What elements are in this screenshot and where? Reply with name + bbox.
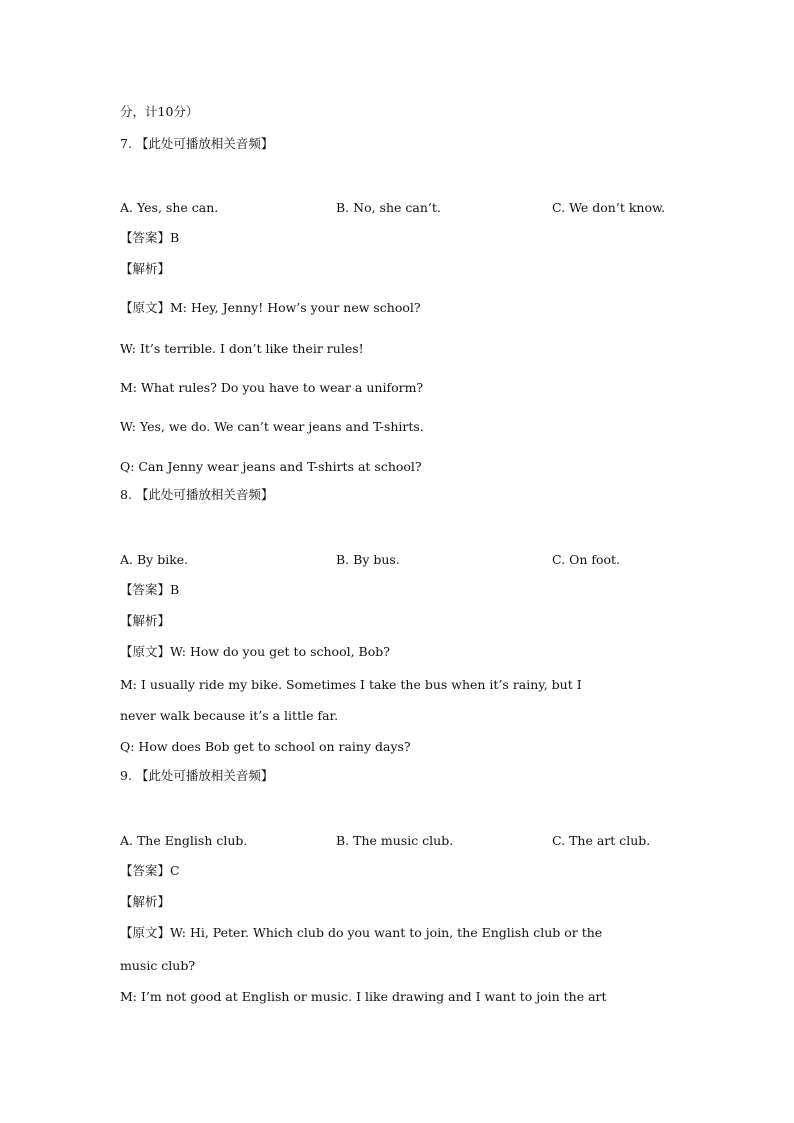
transcript-line: 【原文】W: Hi, Peter. Which club do you want to join, the English club or the [120,925,603,940]
analysis-label: 【解析】 [120,261,171,276]
question-title: 7. 【此处可播放相关音频】 [120,136,274,151]
option-c: C. The art club. [552,833,651,848]
option-a: A. Yes, she can. [120,200,219,215]
option-c: C. On foot. [552,552,621,567]
answer-line: 【答案】B [120,230,180,245]
transcript-line: M: What rules? Do you have to wear a uniform? [120,380,424,395]
option-a: A. The English club. [120,833,248,848]
answer-line: 【答案】C [120,863,180,878]
question-title: 9. 【此处可播放相关音频】 [120,768,274,783]
transcript-line: W: Yes, we do. We can’t wear jeans and T-shirts. [120,419,424,434]
option-b: B. By bus. [336,552,400,567]
transcript-line: never walk because it’s a little far. [120,708,339,723]
transcript-line: M: I’m not good at English or music. I like drawing and I want to join the art [120,989,607,1004]
option-b: B. The music club. [336,833,454,848]
transcript-line: music club? [120,958,196,973]
option-b: B. No, she can’t. [336,200,441,215]
transcript-line: M: I usually ride my bike. Sometimes I take the bus when it’s rainy, but I [120,677,582,692]
option-c: C. We don’t know. [552,200,666,215]
transcript-line: 【原文】M: Hey, Jenny! How’s your new school? [120,300,421,315]
question-title: 8. 【此处可播放相关音频】 [120,487,274,502]
transcript-line: Q: Can Jenny wear jeans and T-shirts at school? [120,459,422,474]
transcript-line: 【原文】W: How do you get to school, Bob? [120,644,390,659]
option-a: A. By bike. [120,552,189,567]
analysis-label: 【解析】 [120,613,171,628]
answer-line: 【答案】B [120,582,180,597]
section-header-fragment: 分，计10分） [120,104,199,119]
transcript-line: Q: How does Bob get to school on rainy days? [120,739,411,754]
transcript-line: W: It’s terrible. I don’t like their rules! [120,341,364,356]
analysis-label: 【解析】 [120,894,171,909]
